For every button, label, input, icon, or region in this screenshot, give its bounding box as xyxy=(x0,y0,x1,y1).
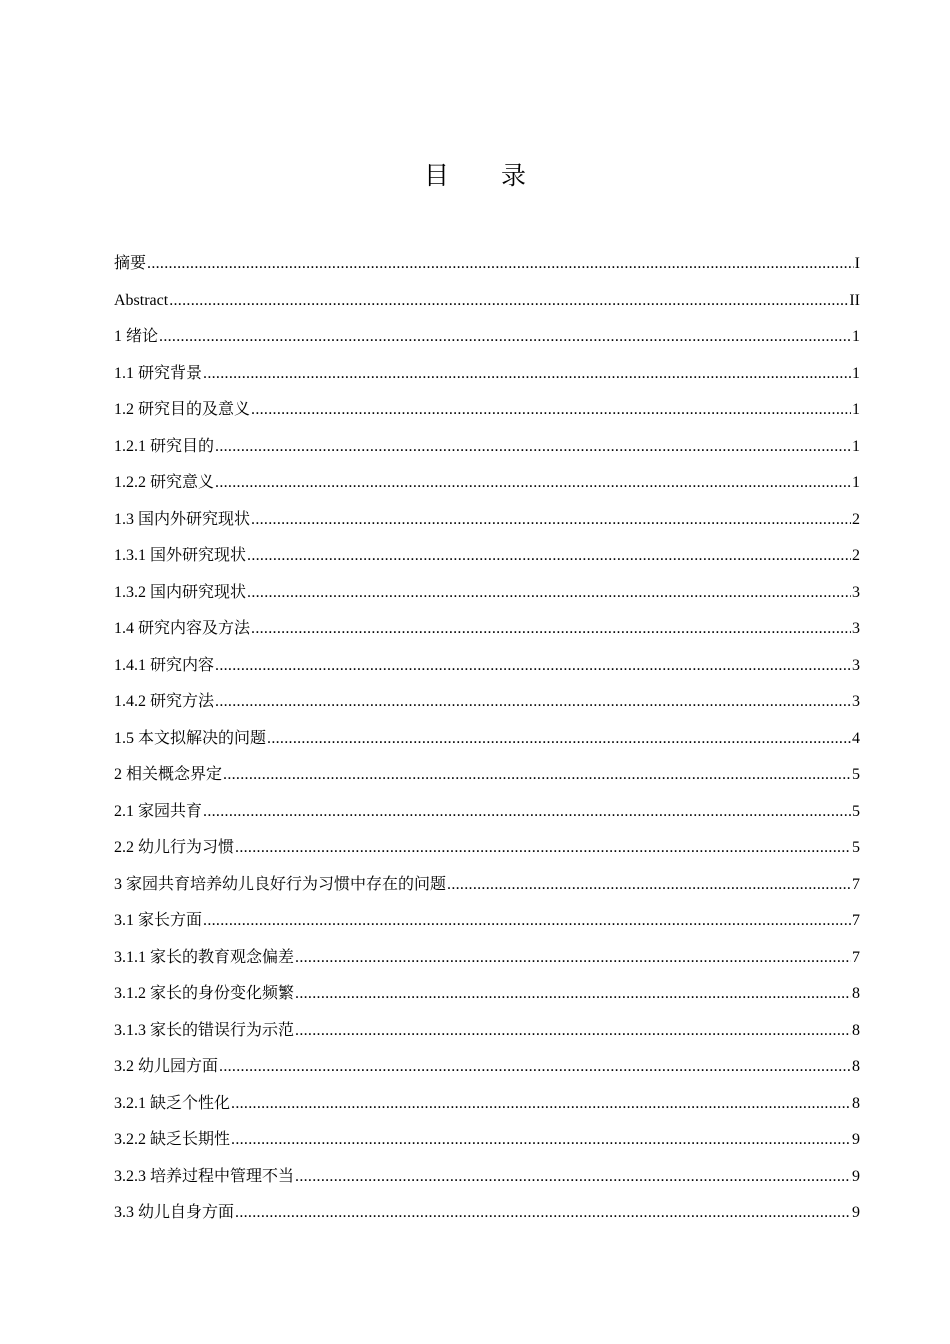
toc-entry[interactable] xyxy=(114,429,860,466)
toc-entry[interactable] xyxy=(114,867,860,904)
toc-dot-leader xyxy=(231,1122,851,1158)
toc-entry[interactable] xyxy=(114,794,860,831)
toc-dot-leader xyxy=(235,1195,851,1231)
toc-dot-leader xyxy=(295,976,851,1012)
toc-dot-leader xyxy=(203,903,851,939)
toc-entry-page-number: I xyxy=(854,255,860,272)
toc-entry-page-number: 2 xyxy=(852,547,860,564)
toc-entry-page-number: 7 xyxy=(852,948,860,966)
toc-entry-page-number: 7 xyxy=(852,875,860,893)
toc-entry-page-number: 7 xyxy=(852,912,860,929)
toc-entry-title: 3.2.1 缺乏个性化 xyxy=(114,1094,231,1112)
toc-entry-title: 3 家园共育培养幼儿良好行为习惯中存在的问题 xyxy=(114,875,447,893)
toc-entry[interactable] xyxy=(114,246,860,283)
toc-entry-title: 3.2 幼儿园方面 xyxy=(114,1058,219,1075)
toc-entry[interactable] xyxy=(114,757,860,794)
table-of-contents xyxy=(114,246,860,1232)
toc-entry-page-number: 8 xyxy=(852,1094,860,1112)
toc-dot-leader xyxy=(235,830,851,866)
toc-entry-page-number: 5 xyxy=(852,802,860,820)
toc-entry[interactable] xyxy=(114,1086,860,1123)
toc-entry-title: 1.2.2 研究意义 xyxy=(114,474,215,491)
toc-entry-page-number: 5 xyxy=(852,766,860,783)
toc-entry-title: 3.2.3 培养过程中管理不当 xyxy=(114,1167,295,1185)
toc-entry-page-number: 9 xyxy=(852,1204,860,1221)
toc-entry[interactable] xyxy=(114,1122,860,1159)
toc-entry-title: 1.3.1 国外研究现状 xyxy=(114,547,247,564)
toc-entry-page-number: 1 xyxy=(852,437,860,455)
toc-entry-page-number: 8 xyxy=(852,1021,860,1039)
toc-entry-title: 1.1 研究背景 xyxy=(114,364,203,382)
toc-entry-page-number: 4 xyxy=(852,729,860,747)
toc-entry-page-number: 8 xyxy=(852,985,860,1002)
toc-entry[interactable] xyxy=(114,283,860,320)
toc-entry[interactable] xyxy=(114,903,860,940)
toc-entry-title: 3.1.1 家长的教育观念偏差 xyxy=(114,948,295,966)
toc-entry-title: 3.2.2 缺乏长期性 xyxy=(114,1131,231,1148)
toc-entry-page-number: II xyxy=(849,291,860,309)
page-title: 目 录 xyxy=(424,161,548,190)
toc-dot-leader xyxy=(447,867,851,903)
toc-entry-title: 3.1.2 家长的身份变化频繁 xyxy=(114,985,295,1002)
toc-entry-page-number: 9 xyxy=(852,1131,860,1148)
toc-dot-leader xyxy=(251,392,851,428)
toc-dot-leader xyxy=(223,757,851,793)
toc-entry-page-number: 3 xyxy=(852,583,860,601)
toc-dot-leader xyxy=(251,611,851,647)
toc-entry-page-number: 1 xyxy=(852,328,860,345)
toc-entry-page-number: 5 xyxy=(852,839,860,856)
toc-dot-leader xyxy=(295,1013,851,1049)
toc-entry-title: 1.2.1 研究目的 xyxy=(114,437,215,455)
toc-dot-leader xyxy=(219,1049,851,1085)
toc-entry[interactable] xyxy=(114,648,860,685)
toc-entry[interactable] xyxy=(114,684,860,721)
toc-entry[interactable] xyxy=(114,392,860,429)
toc-entry-title: 3.1.3 家长的错误行为示范 xyxy=(114,1021,295,1039)
toc-entry-title: 1.4.1 研究内容 xyxy=(114,656,215,674)
toc-entry-page-number: 1 xyxy=(852,364,860,382)
toc-dot-leader xyxy=(203,356,851,392)
toc-entry-title: 1.4.2 研究方法 xyxy=(114,693,215,710)
toc-entry-title: 2.2 幼儿行为习惯 xyxy=(114,839,235,856)
toc-entry-page-number: 1 xyxy=(852,401,860,418)
toc-dot-leader xyxy=(215,684,851,720)
toc-entry-title: 2.1 家园共育 xyxy=(114,802,203,820)
toc-entry[interactable] xyxy=(114,356,860,393)
toc-entry-title: 1.2 研究目的及意义 xyxy=(114,401,251,418)
toc-entry[interactable] xyxy=(114,976,860,1013)
toc-entry[interactable] xyxy=(114,611,860,648)
toc-entry-page-number: 3 xyxy=(852,620,860,637)
toc-dot-leader xyxy=(215,429,851,465)
toc-dot-leader xyxy=(159,319,851,355)
toc-entry-page-number: 1 xyxy=(852,474,860,491)
toc-entry[interactable] xyxy=(114,1013,860,1050)
toc-entry[interactable] xyxy=(114,538,860,575)
toc-dot-leader xyxy=(215,465,851,501)
toc-entry-page-number: 2 xyxy=(852,510,860,528)
toc-entry[interactable] xyxy=(114,721,860,758)
toc-entry[interactable] xyxy=(114,830,860,867)
toc-entry-title: 3.3 幼儿自身方面 xyxy=(114,1204,235,1221)
toc-dot-leader xyxy=(247,575,851,611)
toc-entry-page-number: 3 xyxy=(852,656,860,674)
toc-entry-title: 1 绪论 xyxy=(114,328,159,345)
toc-entry-title: Abstract xyxy=(114,291,169,309)
toc-entry[interactable] xyxy=(114,575,860,612)
toc-dot-leader xyxy=(247,538,851,574)
toc-entry-page-number: 9 xyxy=(852,1167,860,1185)
toc-entry-title: 3.1 家长方面 xyxy=(114,912,203,929)
toc-entry[interactable] xyxy=(114,1195,860,1232)
toc-entry-title: 2 相关概念界定 xyxy=(114,766,223,783)
toc-entry[interactable] xyxy=(114,1049,860,1086)
toc-entry[interactable] xyxy=(114,465,860,502)
toc-entry-page-number: 8 xyxy=(852,1058,860,1075)
toc-entry[interactable] xyxy=(114,502,860,539)
toc-dot-leader xyxy=(295,1159,851,1195)
toc-dot-leader xyxy=(147,246,854,282)
toc-entry[interactable] xyxy=(114,940,860,977)
toc-entry-title: 1.3 国内外研究现状 xyxy=(114,510,251,528)
toc-dot-leader xyxy=(231,1086,851,1122)
toc-entry-title: 摘要 xyxy=(114,255,147,272)
toc-entry-title: 1.3.2 国内研究现状 xyxy=(114,583,247,601)
toc-entry-page-number: 3 xyxy=(852,693,860,710)
toc-entry-title: 1.4 研究内容及方法 xyxy=(114,620,251,637)
toc-dot-leader xyxy=(295,940,851,976)
toc-dot-leader xyxy=(251,502,851,538)
toc-entry-title: 1.5 本文拟解决的问题 xyxy=(114,729,267,747)
toc-dot-leader xyxy=(203,794,851,830)
toc-dot-leader xyxy=(169,283,848,319)
toc-entry[interactable] xyxy=(114,319,860,356)
toc-entry[interactable] xyxy=(114,1159,860,1196)
toc-dot-leader xyxy=(267,721,851,757)
toc-dot-leader xyxy=(215,648,851,684)
